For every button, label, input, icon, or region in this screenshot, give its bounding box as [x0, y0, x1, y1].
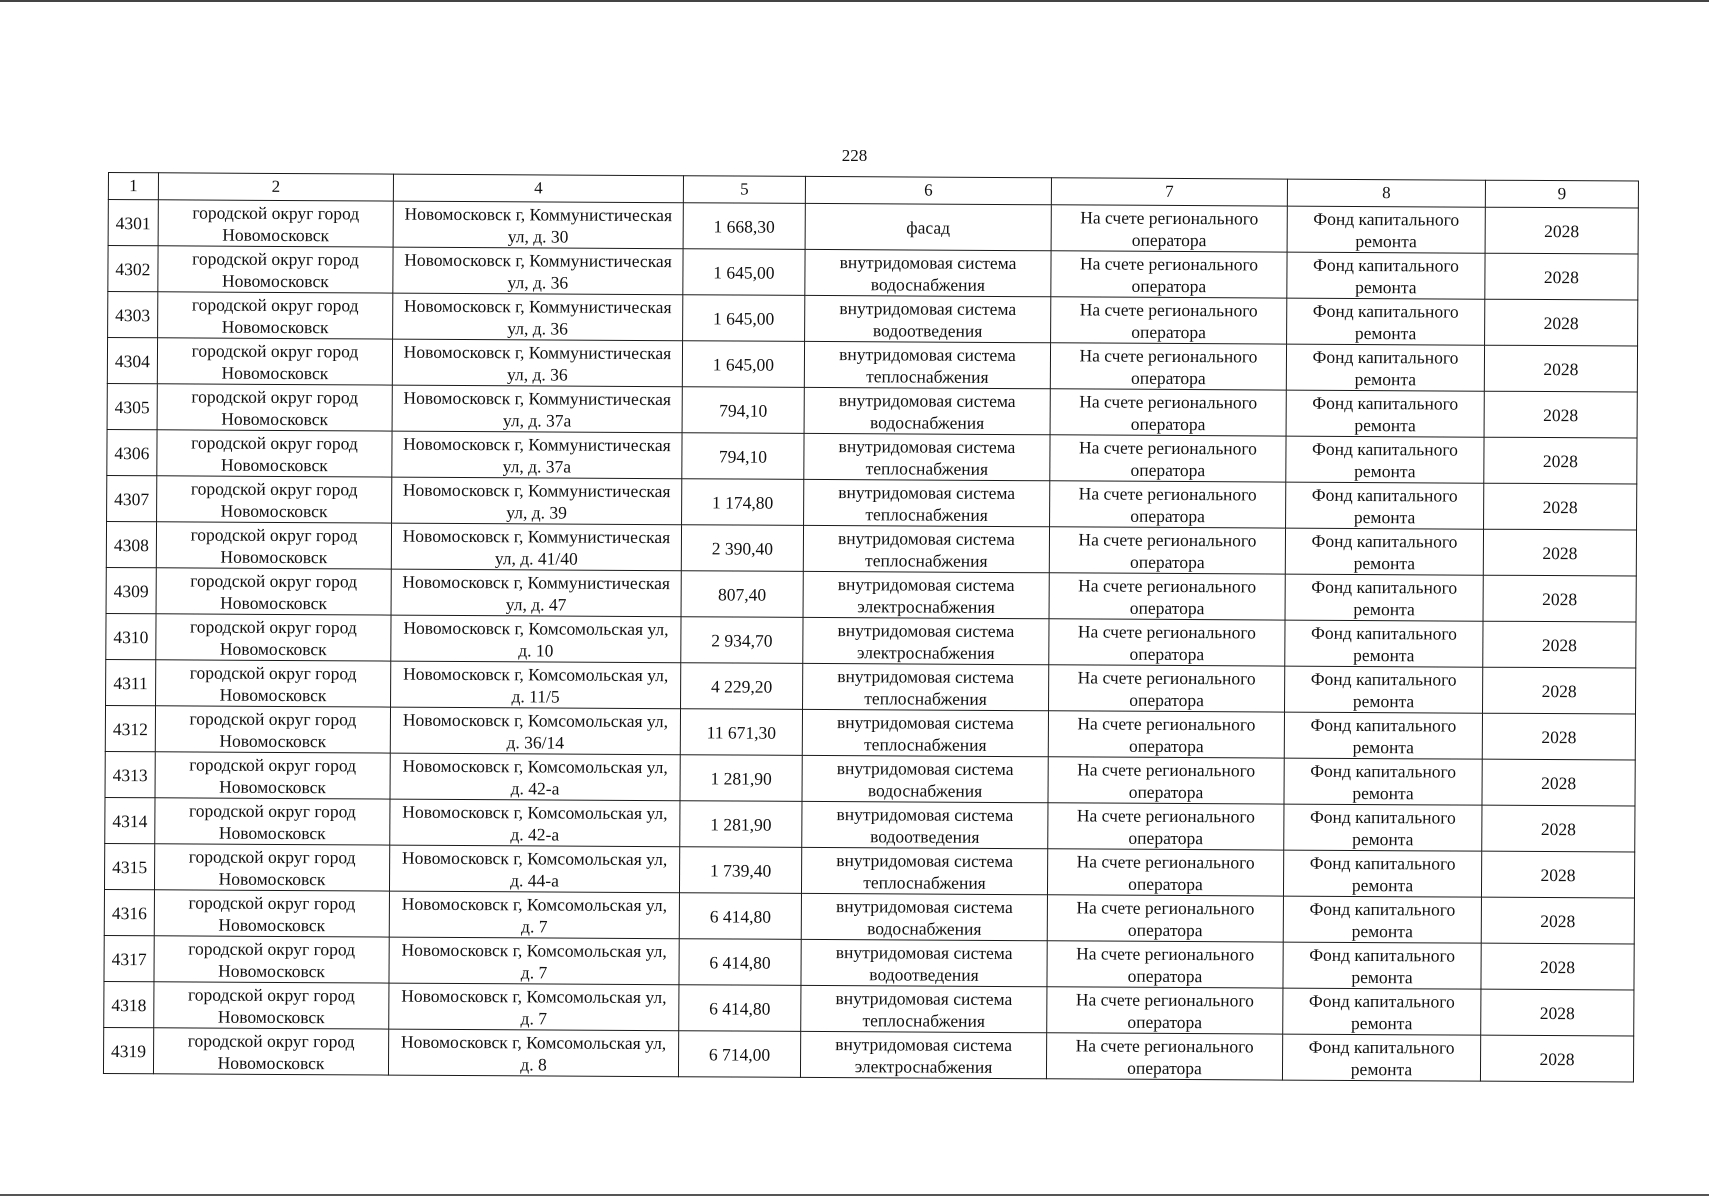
- cell-row-number: 4309: [106, 567, 156, 613]
- cell-year: 2028: [1480, 1035, 1633, 1082]
- cell-year: 2028: [1482, 713, 1635, 760]
- header-col-7: 7: [1051, 178, 1287, 206]
- cell-municipality: городской округ город Новомосковск: [156, 568, 391, 615]
- cell-work-type: внутридомовая система водоснабжения: [804, 387, 1050, 434]
- cell-area-value: 6 414,80: [679, 985, 801, 1032]
- cell-fund-account: На счете регионального оператора: [1049, 619, 1285, 666]
- cell-fund-account: На счете регионального оператора: [1051, 205, 1287, 252]
- cell-row-number: 4319: [103, 1027, 153, 1073]
- cell-funding-source: Фонд капитального ремонта: [1285, 666, 1483, 713]
- cell-area-value: 1 645,00: [683, 249, 805, 296]
- cell-funding-source: Фонд капитального ремонта: [1287, 206, 1485, 253]
- cell-row-number: 4315: [104, 843, 154, 889]
- cell-address: Новомосковск г, Коммунистическая ул, д. 30: [393, 201, 683, 249]
- cell-row-number: 4301: [108, 200, 158, 246]
- cell-work-type: внутридомовая система теплоснабжения: [804, 479, 1050, 526]
- cell-year: 2028: [1483, 575, 1636, 622]
- cell-work-type: внутридомовая система теплоснабжения: [801, 985, 1047, 1032]
- cell-area-value: 1 645,00: [683, 295, 805, 342]
- cell-row-number: 4307: [107, 475, 157, 521]
- cell-work-type: внутридомовая система теплоснабжения: [803, 663, 1049, 710]
- cell-fund-account: На счете регионального оператора: [1049, 527, 1285, 574]
- table-row: [103, 1027, 1633, 1082]
- cell-area-value: 794,10: [682, 433, 804, 480]
- cell-year: 2028: [1482, 759, 1635, 806]
- cell-municipality: городской округ город Новомосковск: [158, 292, 393, 339]
- cell-municipality: городской округ город Новомосковск: [155, 706, 390, 753]
- header-col-1: 1: [108, 173, 158, 200]
- cell-fund-account: На счете регионального оператора: [1046, 1033, 1282, 1080]
- cell-work-type: внутридомовая система электроснабжения: [803, 571, 1049, 618]
- cell-fund-account: На счете регионального оператора: [1050, 343, 1286, 390]
- cell-address: Новомосковск г, Комсомольская ул, д. 36/14: [390, 707, 680, 755]
- header-col-4: 4: [393, 174, 683, 203]
- cell-address: Новомосковск г, Комсомольская ул, д. 7: [389, 983, 679, 1031]
- cell-area-value: 1 281,90: [680, 755, 802, 802]
- cell-year: 2028: [1484, 345, 1637, 392]
- cell-fund-account: На счете регионального оператора: [1050, 389, 1286, 436]
- cell-year: 2028: [1485, 299, 1638, 346]
- cell-fund-account: На счете регионального оператора: [1047, 895, 1283, 942]
- cell-address: Новомосковск г, Комсомольская ул, д. 7: [389, 937, 679, 985]
- cell-funding-source: Фонд капитального ремонта: [1286, 482, 1484, 529]
- cell-area-value: 4 229,20: [681, 663, 803, 710]
- cell-address: Новомосковск г, Коммунистическая ул, д. 36: [392, 339, 682, 387]
- cell-row-number: 4311: [106, 659, 156, 705]
- cell-row-number: 4303: [108, 292, 158, 338]
- cell-fund-account: На счете регионального оператора: [1050, 481, 1286, 528]
- cell-row-number: 4306: [107, 429, 157, 475]
- cell-year: 2028: [1484, 483, 1637, 530]
- cell-municipality: городской округ город Новомосковск: [155, 798, 390, 845]
- cell-funding-source: Фонд капитального ремонта: [1283, 896, 1481, 943]
- capital-repair-table: [103, 172, 1639, 1083]
- cell-address: Новомосковск г, Комсомольская ул, д. 10: [391, 615, 681, 663]
- cell-row-number: 4316: [104, 889, 154, 935]
- cell-row-number: 4312: [105, 705, 155, 751]
- cell-work-type: внутридомовая система электроснабжения: [800, 1031, 1046, 1078]
- cell-municipality: городской округ город Новомосковск: [154, 844, 389, 891]
- cell-area-value: 1 174,80: [682, 479, 804, 526]
- cell-year: 2028: [1482, 805, 1635, 852]
- cell-funding-source: Фонд капитального ремонта: [1285, 528, 1483, 575]
- cell-municipality: городской округ город Новомосковск: [157, 476, 392, 523]
- cell-area-value: 794,10: [682, 387, 804, 434]
- cell-address: Новомосковск г, Комсомольская ул, д. 8: [388, 1029, 678, 1077]
- cell-work-type: внутридомовая система электроснабжения: [803, 617, 1049, 664]
- cell-row-number: 4318: [104, 981, 154, 1027]
- cell-work-type: внутридомовая система теплоснабжения: [801, 847, 1047, 894]
- cell-funding-source: Фонд капитального ремонта: [1283, 942, 1481, 989]
- cell-funding-source: Фонд капитального ремонта: [1283, 988, 1481, 1035]
- cell-address: Новомосковск г, Коммунистическая ул, д. 37а: [392, 431, 682, 479]
- cell-fund-account: На счете регионального оператора: [1048, 711, 1284, 758]
- cell-work-type: внутридомовая система теплоснабжения: [803, 525, 1049, 572]
- cell-year: 2028: [1485, 207, 1638, 254]
- cell-municipality: городской округ город Новомосковск: [154, 982, 389, 1029]
- header-col-6: 6: [805, 176, 1051, 204]
- cell-fund-account: На счете регионального оператора: [1051, 297, 1287, 344]
- cell-area-value: 1 645,00: [682, 341, 804, 388]
- cell-municipality: городской округ город Новомосковск: [153, 1028, 388, 1075]
- cell-row-number: 4317: [104, 935, 154, 981]
- cell-funding-source: Фонд капитального ремонта: [1286, 344, 1484, 391]
- cell-address: Новомосковск г, Коммунистическая ул, д. 47: [391, 569, 681, 617]
- cell-area-value: 11 671,30: [680, 709, 802, 756]
- cell-funding-source: Фонд капитального ремонта: [1283, 850, 1481, 897]
- header-col-8: 8: [1287, 179, 1485, 207]
- cell-fund-account: На счете регионального оператора: [1048, 757, 1284, 804]
- cell-address: Новомосковск г, Комсомольская ул, д. 42-а: [390, 799, 680, 847]
- cell-row-number: 4308: [106, 521, 156, 567]
- cell-funding-source: Фонд капитального ремонта: [1285, 620, 1483, 667]
- cell-year: 2028: [1481, 851, 1634, 898]
- cell-row-number: 4302: [108, 246, 158, 292]
- table-body: [103, 200, 1638, 1083]
- cell-area-value: 2 934,70: [681, 617, 803, 664]
- cell-funding-source: Фонд капитального ремонта: [1282, 1034, 1480, 1081]
- cell-municipality: городской округ город Новомосковск: [158, 200, 393, 247]
- cell-funding-source: Фонд капитального ремонта: [1286, 436, 1484, 483]
- cell-address: Новомосковск г, Коммунистическая ул, д. 39: [392, 477, 682, 525]
- cell-area-value: 1 668,30: [683, 203, 805, 250]
- header-col-2: 2: [158, 173, 393, 201]
- cell-fund-account: На счете регионального оператора: [1047, 987, 1283, 1034]
- cell-year: 2028: [1483, 621, 1636, 668]
- cell-municipality: городской округ город Новомосковск: [154, 890, 389, 937]
- cell-area-value: 807,40: [681, 571, 803, 618]
- cell-year: 2028: [1481, 943, 1634, 990]
- cell-year: 2028: [1485, 253, 1638, 300]
- cell-municipality: городской округ город Новомосковск: [158, 246, 393, 293]
- cell-fund-account: На счете регионального оператора: [1050, 435, 1286, 482]
- cell-address: Новомосковск г, Коммунистическая ул, д. 36: [393, 293, 683, 341]
- cell-municipality: городской округ город Новомосковск: [156, 522, 391, 569]
- cell-fund-account: На счете регионального оператора: [1049, 573, 1285, 620]
- cell-work-type: внутридомовая система водоотведения: [801, 939, 1047, 986]
- cell-municipality: городской округ город Новомосковск: [157, 430, 392, 477]
- cell-funding-source: Фонд капитального ремонта: [1284, 804, 1482, 851]
- cell-funding-source: Фонд капитального ремонта: [1285, 574, 1483, 621]
- cell-address: Новомосковск г, Комсомольская ул, д. 42-а: [390, 753, 680, 801]
- cell-address: Новомосковск г, Коммунистическая ул, д. 41/40: [391, 523, 681, 571]
- cell-address: Новомосковск г, Комсомольская ул, д. 11/5: [391, 661, 681, 709]
- cell-municipality: городской округ город Новомосковск: [155, 752, 390, 799]
- cell-fund-account: На счете регионального оператора: [1047, 849, 1283, 896]
- cell-municipality: городской округ город Новомосковск: [156, 660, 391, 707]
- cell-funding-source: Фонд капитального ремонта: [1287, 298, 1485, 345]
- cell-funding-source: Фонд капитального ремонта: [1284, 712, 1482, 759]
- cell-municipality: городской округ город Новомосковск: [157, 384, 392, 431]
- cell-row-number: 4310: [106, 613, 156, 659]
- cell-fund-account: На счете регионального оператора: [1048, 803, 1284, 850]
- cell-row-number: 4313: [105, 751, 155, 797]
- cell-fund-account: На счете регионального оператора: [1049, 665, 1285, 712]
- cell-work-type: внутридомовая система водоснабжения: [801, 893, 1047, 940]
- page-number: 228: [841, 146, 868, 165]
- cell-year: 2028: [1482, 667, 1635, 714]
- cell-address: Новомосковск г, Комсомольская ул, д. 44-а: [389, 845, 679, 893]
- cell-area-value: 6 414,80: [679, 893, 801, 940]
- cell-row-number: 4314: [105, 797, 155, 843]
- cell-year: 2028: [1481, 989, 1634, 1036]
- cell-row-number: 4304: [107, 338, 157, 384]
- cell-municipality: городской округ город Новомосковск: [157, 338, 392, 385]
- cell-municipality: городской округ город Новомосковск: [154, 936, 389, 983]
- cell-work-type: внутридомовая система водоснабжения: [802, 755, 1048, 802]
- cell-row-number: 4305: [107, 383, 157, 429]
- cell-area-value: 1 739,40: [679, 847, 801, 894]
- cell-year: 2028: [1484, 391, 1637, 438]
- cell-area-value: 6 414,80: [679, 939, 801, 986]
- cell-funding-source: Фонд капитального ремонта: [1286, 390, 1484, 437]
- scan-top-edge: [0, 0, 1709, 2]
- cell-fund-account: На счете регионального оператора: [1051, 251, 1287, 298]
- cell-work-type: внутридомовая система теплоснабжения: [804, 433, 1050, 480]
- cell-municipality: городской округ город Новомосковск: [156, 614, 391, 661]
- cell-address: Новомосковск г, Комсомольская ул, д. 7: [389, 891, 679, 939]
- header-col-9: 9: [1485, 180, 1638, 208]
- cell-year: 2028: [1483, 529, 1636, 576]
- cell-work-type: внутридомовая система теплоснабжения: [804, 341, 1050, 388]
- cell-work-type: фасад: [805, 203, 1051, 250]
- cell-work-type: внутридомовая система водоотведения: [805, 295, 1051, 342]
- cell-area-value: 2 390,40: [681, 525, 803, 572]
- header-col-5: 5: [683, 176, 805, 204]
- cell-work-type: внутридомовая система водоснабжения: [805, 249, 1051, 296]
- cell-address: Новомосковск г, Коммунистическая ул, д. 37а: [392, 385, 682, 433]
- cell-area-value: 1 281,90: [680, 801, 802, 848]
- cell-year: 2028: [1484, 437, 1637, 484]
- cell-work-type: внутридомовая система водоотведения: [802, 801, 1048, 848]
- cell-funding-source: Фонд капитального ремонта: [1284, 758, 1482, 805]
- cell-area-value: 6 714,00: [678, 1031, 800, 1078]
- cell-work-type: внутридомовая система теплоснабжения: [802, 709, 1048, 756]
- cell-funding-source: Фонд капитального ремонта: [1287, 252, 1485, 299]
- scan-bottom-edge: [0, 1194, 1709, 1196]
- cell-fund-account: На счете регионального оператора: [1047, 941, 1283, 988]
- cell-address: Новомосковск г, Коммунистическая ул, д. 36: [393, 247, 683, 295]
- cell-year: 2028: [1481, 897, 1634, 944]
